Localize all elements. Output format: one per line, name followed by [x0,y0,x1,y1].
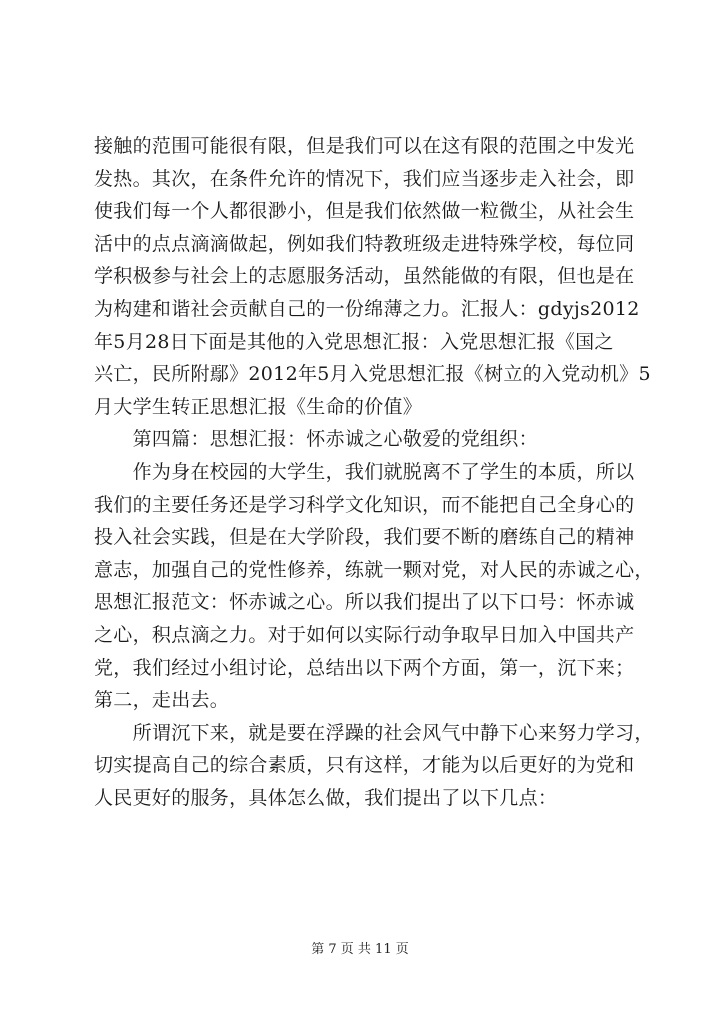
text-line: 思想汇报范文：怀赤诚之心。所以我们提出了以下口号：怀赤诚 [94,591,635,614]
text-line: 作为身在校园的大学生，我们就脱离不了学生的本质，所以 [94,460,635,483]
text-line: 意志，加强自己的党性修养，练就一颗对党，对人民的赤诚之心， [94,558,654,581]
text-line: 活中的点点滴滴做起，例如我们特教班级走进特殊学校，每位同 [94,232,635,255]
text-line: 发热。其次，在条件允许的情况下，我们应当逐步走入社会，即 [94,167,635,190]
text-line: 之心，积点滴之力。对于如何以实际行动争取早日加入中国共产 [94,623,635,646]
text-line: 月大学生转正思想汇报《生命的价值》 [94,395,423,418]
text-line: 人民更好的服务，具体怎么做，我们提出了以下几点： [94,786,558,809]
text-line: 投入社会实践，但是在大学阶段，我们要不断的磨练自己的精神 [94,526,635,549]
text-line: 学积极参与社会上的志愿服务活动，虽然能做的有限，但也是在 [94,265,635,288]
text-line: 党，我们经过小组讨论，总结出以下两个方面，第一，沉下来； [94,656,635,679]
section-heading: 第四篇：思想汇报：怀赤诚之心敬爱的党组织： [94,428,538,451]
text-line: 我们的主要任务还是学习科学文化知识，而不能把自己全身心的 [94,493,635,516]
text-line: 第二，走出去。 [94,689,230,712]
body-text [94,130,654,814]
text-line: 为构建和谐社会贡献自己的一份绵薄之力。汇报人：gdyjs2012 [94,297,640,320]
text-line: 兴亡，民所附鄢》2012年5月入党思想汇报《树立的入党动机》5 [94,363,651,386]
text-line: 切实提高自己的综合素质，只有这样，才能为以后更好的为党和 [94,754,635,777]
text-line: 年5月28日下面是其他的入党思想汇报：入党思想汇报《国之 [94,330,614,353]
text-line: 所谓沉下来，就是要在浮躁的社会风气中静下心来努力学习， [94,721,654,744]
text-line: 使我们每一个人都很渺小，但是我们依然做一粒微尘，从社会生 [94,200,635,223]
page-footer: 第 7 页 共 11 页 [311,942,409,957]
text-line: 接触的范围可能很有限，但是我们可以在这有限的范围之中发光 [94,135,635,157]
